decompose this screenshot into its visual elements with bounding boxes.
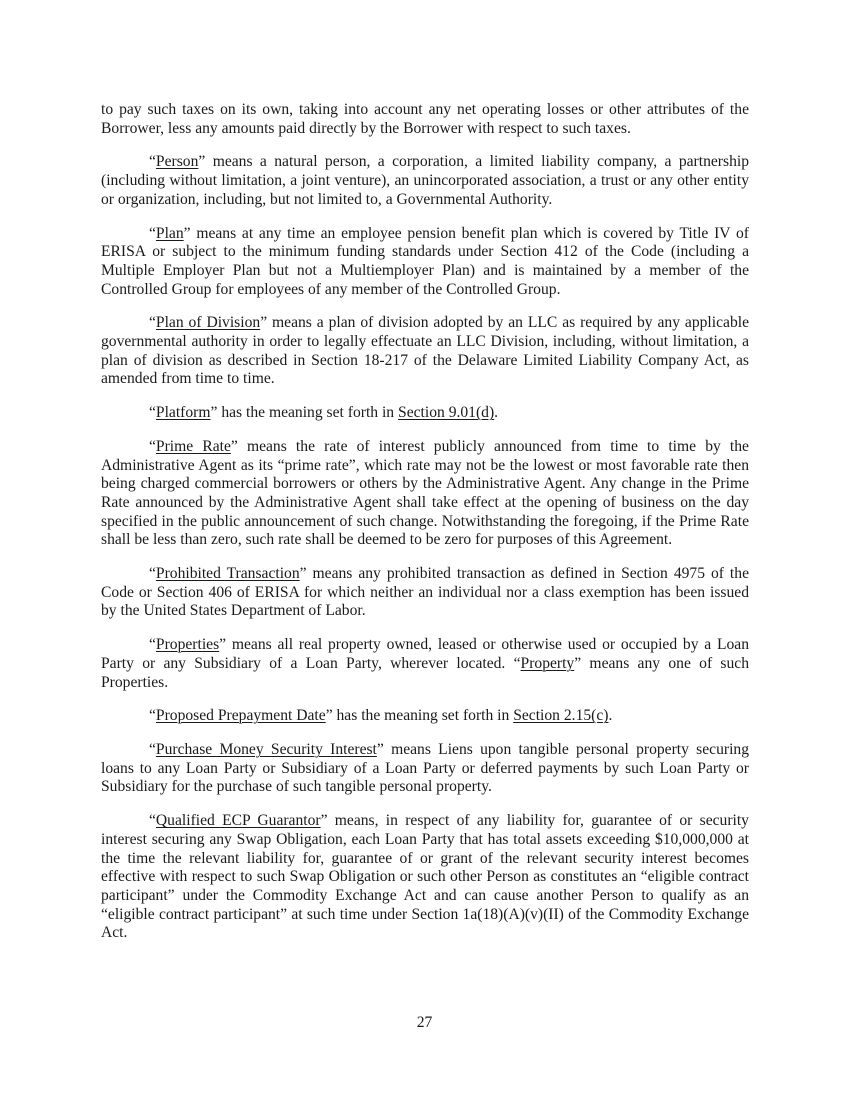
defined-term: Platform	[155, 404, 211, 422]
defined-term: Person	[155, 153, 199, 171]
defined-term: Qualified ECP Guarantor	[155, 812, 321, 830]
paragraph-cont	[101, 101, 749, 138]
paragraph-plan-of-division	[101, 314, 749, 389]
paragraph-text: “	[149, 565, 156, 583]
defined-term: Proposed Prepayment Date	[155, 707, 326, 725]
paragraph-text: “	[149, 740, 156, 758]
paragraph-prohibited-transaction	[101, 565, 749, 621]
paragraph-properties	[101, 636, 749, 692]
paragraph-text: ” means all real property owned, leased or otherwise used or occupied by a Loan Party or any Subsidiary of a Loan Party, wherever located. “	[101, 636, 749, 672]
defined-term: Prohibited Transaction	[155, 565, 300, 583]
paragraph-text: “	[149, 224, 156, 242]
paragraph-text: “	[149, 153, 156, 171]
paragraph-text: “	[149, 707, 156, 725]
paragraph-text: ” means the rate of interest publicly announced from time to time by the Administrative Agent as its “prime rate”, which rate may not be the lowest or most favorable rate then being charged commercial borrowers or others by the Administrative Agent. Any change in the Prime Rate announced by the Administrative Agent shall take effect at the opening of business on the day specified in the public announcement of such change. Notwithstanding the foregoing, if the Prime Rate shall be less than zero, such rate shall be deemed to be zero for purposes of this Agreement.	[101, 437, 749, 549]
paragraph-text: “	[149, 437, 156, 455]
paragraph-text: ” has the meaning set forth in	[210, 404, 399, 422]
paragraph-text: ” has the meaning set forth in	[325, 707, 514, 725]
defined-term: Properties	[155, 636, 220, 654]
paragraph-text: to pay such taxes on its own, taking into account any net operating losses or other attributes of the Borrower, less any amounts paid directly by the Borrower with respect to such taxes.	[101, 101, 749, 137]
paragraph-person	[101, 153, 749, 209]
paragraph-text: ” means any prohibited transaction as defined in Section 4975 of the Code or Section 406 of ERISA for which neither an individual nor a class exemption has been issued by the United States Department of Labor.	[101, 565, 749, 620]
paragraph-purchase-money-security-interest	[101, 741, 749, 797]
page-number: 27	[416, 1014, 433, 1031]
paragraph-text: ” means a natural person, a corporation, a limited liability company, a partnership (including without limitation, a joint venture), an unincorporated association, a trust or any other entity or organization, including, but not limited to, a Governmental Authority.	[101, 153, 749, 208]
page-body	[101, 101, 749, 958]
paragraph-text: ” means a plan of division adopted by an LLC as required by any applicable governmental authority in order to legally effectuate an LLC Division, including, without limitation, a plan of division as described in Section 18-217 of the Delaware Limited Liability Company Act, as amended from time to time.	[101, 314, 749, 388]
paragraph-text: ” means any one of such Properties.	[101, 654, 749, 691]
paragraph-text: .	[608, 707, 613, 725]
paragraph-prime-rate	[101, 438, 749, 550]
paragraph-plan	[101, 225, 749, 300]
paragraph-text: “	[149, 404, 156, 422]
paragraph-text: “	[149, 636, 156, 654]
paragraph-qualified-ecp-guarantor	[101, 812, 749, 943]
paragraph-text: ” means at any time an employee pension benefit plan which is covered by Title IV of ERISA or subject to the minimum funding standards under Section 412 of the Code (including a Multiple Employer Plan but not a Multiemployer Plan) and is maintained by a member of the Controlled Group for employees of any member of the Controlled Group.	[101, 224, 749, 298]
defined-term: Plan of Division	[155, 314, 261, 332]
defined-term: Prime Rate	[155, 437, 231, 455]
defined-term: Section 9.01(d)	[398, 404, 495, 422]
paragraph-text: “	[149, 314, 156, 332]
paragraph-text: ” means, in respect of any liability for, guarantee of or security interest securing any Swap Obligation, each Loan Party that has total assets exceeding $10,000,000 at the time the relevant liability for, guarantee of or grant of the relevant security interest becomes effective with respect to such Swap Obligation or such other Person as constitutes an “eligible contract participant” under the Commodity Exchange Act and can cause another Person to qualify as an “eligible contract participant” at such time under Section 1a(18)(A)(v)(II) of the Commodity Exchange Act.	[101, 812, 749, 942]
paragraph-platform	[101, 404, 749, 423]
defined-term: Plan	[155, 224, 184, 242]
paragraph-proposed-prepayment-date	[101, 707, 749, 726]
paragraph-text: .	[494, 404, 499, 422]
defined-term: Section 2.15(c)	[513, 707, 609, 725]
paragraph-text: ” means Liens upon tangible personal property securing loans to any Loan Party or Subsidiary of a Loan Party or deferred payments by such Loan Party or Subsidiary for the purchase of such tangible personal property.	[101, 740, 749, 796]
defined-term: Property	[520, 654, 575, 672]
paragraph-text: “	[149, 812, 156, 830]
defined-term: Purchase Money Security Interest	[155, 740, 377, 758]
